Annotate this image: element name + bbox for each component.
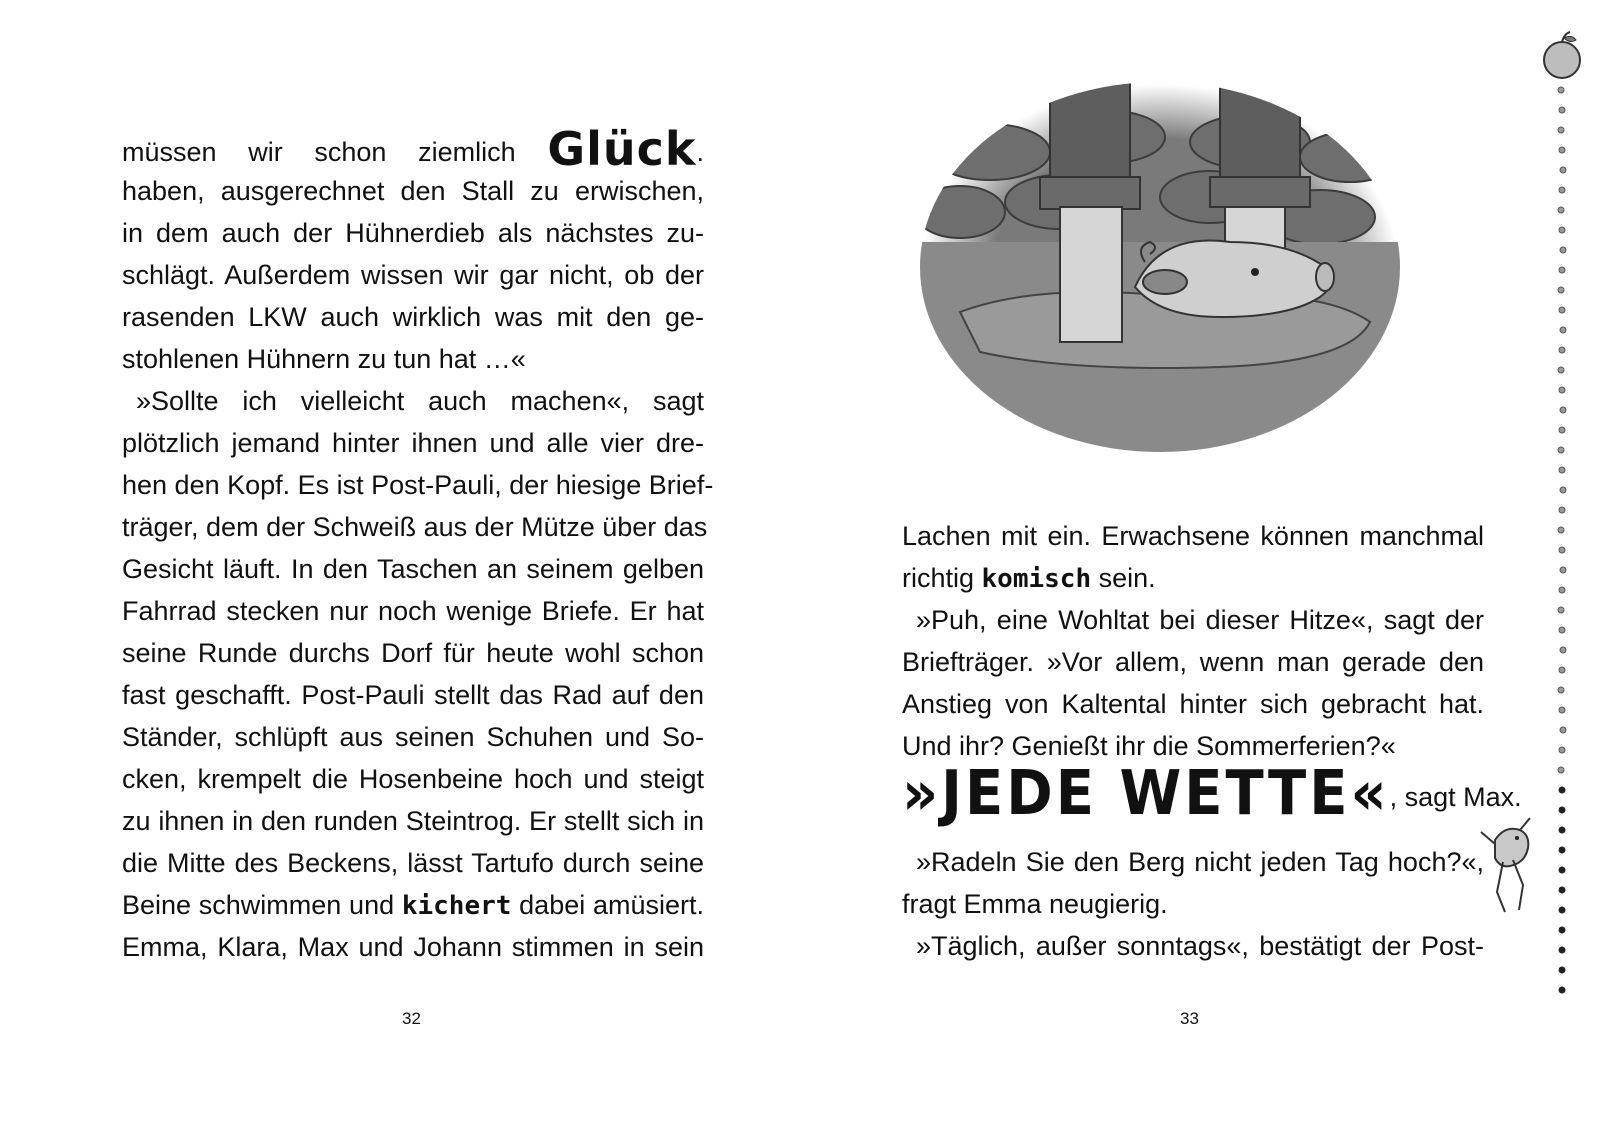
text-segment: sein. bbox=[1091, 563, 1156, 593]
text-line: Anstieg von Kaltental hinter sich gebracht hat. bbox=[902, 689, 1484, 719]
text-line: die Mitte des Beckens, lässt Tartufo durch seine bbox=[122, 848, 704, 878]
text-line bbox=[122, 884, 704, 926]
text-line bbox=[122, 122, 704, 176]
text-line: träger, dem der Schweiß aus der Mütze über das bbox=[122, 512, 708, 542]
text-line: Gesicht läuft. In den Taschen an seinem gelben bbox=[122, 554, 704, 584]
text-line: »Sollte ich vielleicht auch machen«, sagt bbox=[136, 386, 704, 416]
text-line: Emma, Klara, Max und Johann stimmen in sein bbox=[122, 932, 704, 962]
text-line: in dem auch der Hühnerdieb als nächstes zu- bbox=[122, 218, 704, 248]
text-segment: müssen wir schon ziemlich bbox=[122, 137, 548, 167]
text-line: stohlenen Hühnern zu tun hat …« bbox=[122, 344, 526, 374]
emphasized-word-kichert: kichert bbox=[401, 891, 512, 921]
running-piglet-icon bbox=[1475, 800, 1535, 920]
text-line: haben, ausgerechnet den Stall zu erwischen, bbox=[122, 176, 704, 206]
text-segment: , sagt Max. bbox=[1389, 782, 1522, 812]
text-line: Und ihr? Genießt ihr die Sommerferien?« bbox=[902, 731, 1396, 761]
text-line: fragt Emma neugierig. bbox=[902, 889, 1168, 919]
emphasized-phrase-jede-wette: »JEDE WETTE« bbox=[902, 757, 1390, 830]
text-segment: . bbox=[696, 137, 704, 167]
text-line: Briefträger. »Vor allem, wenn man gerade den bbox=[902, 647, 1484, 677]
text-line: plötzlich jemand hinter ihnen und alle vier dre- bbox=[122, 428, 704, 458]
text-line: zu ihnen in den runden Steintrog. Er stellt sich in bbox=[122, 806, 704, 836]
text-line bbox=[902, 557, 1484, 599]
text-line: hen den Kopf. Es ist Post-Pauli, der hiesige Brief- bbox=[122, 470, 714, 500]
text-line: schlägt. Außerdem wissen wir gar nicht, ob der bbox=[122, 260, 704, 290]
right-text-block bbox=[902, 515, 1522, 967]
text-line: fast geschafft. Post-Pauli stellt das Rad auf den bbox=[122, 680, 704, 710]
dotted-vine-decoration bbox=[1532, 30, 1592, 1020]
text-line: Ständer, schlüpft aus seinen Schuhen und So- bbox=[122, 722, 704, 752]
apple-icon bbox=[1544, 32, 1580, 78]
text-line: seine Runde durchs Dorf für heute wohl schon bbox=[122, 638, 704, 668]
text-line: Fahrrad stecken nur noch wenige Briefe. Er hat bbox=[122, 596, 704, 626]
text-line: Lachen mit ein. Erwachsene können manchmal bbox=[902, 521, 1484, 551]
text-segment: dabei amüsiert. bbox=[511, 890, 704, 920]
page-number-left: 32 bbox=[402, 1009, 421, 1028]
text-line: cken, krempelt die Hosenbeine hoch und steigt bbox=[122, 764, 704, 794]
page-number-right: 33 bbox=[1180, 1009, 1199, 1028]
text-line: »Radeln Sie den Berg nicht jeden Tag hoch?«, bbox=[916, 847, 1484, 877]
text-line: »Täglich, außer sonntags«, bestätigt der Post- bbox=[916, 931, 1484, 961]
emphasized-word-komisch: komisch bbox=[981, 564, 1092, 594]
emphasized-word-glueck: Glück bbox=[547, 122, 697, 176]
text-segment: richtig bbox=[902, 563, 982, 593]
text-line: rasenden LKW auch wirklich was mit den ge- bbox=[122, 302, 704, 332]
text-line: »Puh, eine Wohltat bei dieser Hitze«, sagt der bbox=[916, 605, 1484, 635]
text-segment: Beine schwimmen und bbox=[122, 890, 402, 920]
text-line bbox=[902, 757, 1522, 835]
pig-in-puddle-illustration bbox=[920, 82, 1400, 462]
left-text-block bbox=[122, 122, 714, 968]
right-page bbox=[800, 0, 1600, 1131]
